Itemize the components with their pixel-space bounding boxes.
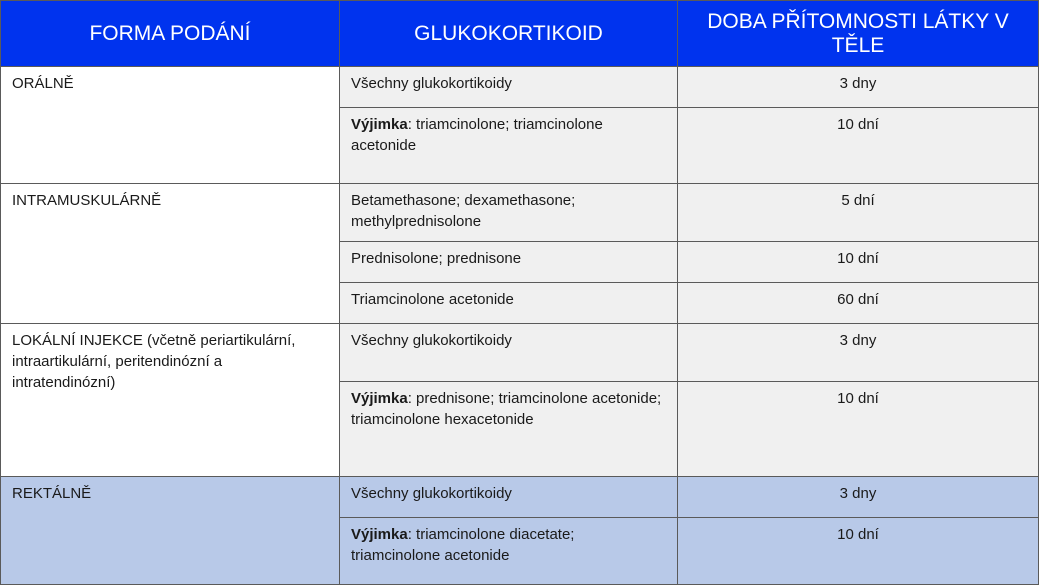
glucocorticoid-text: Betamethasone; dexamethasone; methylprednisolone	[351, 192, 576, 230]
duration-cell: 10 dní	[678, 518, 1039, 585]
glucocorticoid-cell	[340, 67, 678, 108]
glucocorticoid-cell	[340, 518, 678, 585]
glucocorticoid-cell	[340, 382, 678, 477]
header-forma-podani: FORMA PODÁNÍ	[1, 1, 340, 67]
table-row	[1, 324, 1039, 382]
table-row	[1, 184, 1039, 242]
glucocorticoid-cell	[340, 184, 678, 242]
duration-cell: 10 dní	[678, 382, 1039, 477]
route-cell-lokalni-injekce: LOKÁLNÍ INJEKCE (včetně periartikulární, intraartikulární, peritendinózní a intratendinózní)	[1, 324, 340, 477]
header-glukokortikoid: GLUKOKORTIKOID	[340, 1, 678, 67]
glucocorticoid-cell	[340, 242, 678, 283]
glucocorticoid-cell	[340, 283, 678, 324]
glucocorticoid-text: Všechny glukokortikoidy	[351, 485, 512, 502]
duration-cell: 3 dny	[678, 324, 1039, 382]
duration-cell: 10 dní	[678, 108, 1039, 184]
exception-label: Výjimka	[351, 116, 408, 133]
header-row	[1, 1, 1039, 67]
table-row	[1, 67, 1039, 108]
duration-cell: 10 dní	[678, 242, 1039, 283]
route-cell-intramuskularne: INTRAMUSKULÁRNĚ	[1, 184, 340, 324]
glucocorticoid-cell	[340, 108, 678, 184]
glucocorticoid-cell	[340, 324, 678, 382]
glucocorticoid-text: : prednisone; triamcinolone acetonide; triamcinolone hexacetonide	[351, 390, 662, 428]
table-row	[1, 477, 1039, 518]
route-cell-rektalne: REKTÁLNĚ	[1, 477, 340, 585]
glucocorticoid-text: : triamcinolone diacetate; triamcinolone acetonide	[351, 526, 575, 564]
duration-cell: 3 dny	[678, 477, 1039, 518]
duration-cell: 3 dny	[678, 67, 1039, 108]
exception-label: Výjimka	[351, 526, 408, 543]
header-doba-pritomnosti: DOBA PŘÍTOMNOSTI LÁTKY V TĚLE	[678, 1, 1039, 67]
glucocorticoid-text: : triamcinolone; triamcinolone acetonide	[351, 116, 603, 154]
glucocorticoid-cell	[340, 477, 678, 518]
route-cell-oralne: ORÁLNĚ	[1, 67, 340, 184]
glucocorticoid-text: Prednisolone; prednisone	[351, 250, 522, 267]
duration-cell: 5 dní	[678, 184, 1039, 242]
glucocorticoid-text: Všechny glukokortikoidy	[351, 75, 512, 92]
glucocorticoid-text: Všechny glukokortikoidy	[351, 332, 512, 349]
duration-cell: 60 dní	[678, 283, 1039, 324]
glucocorticoid-text: Triamcinolone acetonide	[351, 291, 514, 308]
exception-label: Výjimka	[351, 390, 408, 407]
